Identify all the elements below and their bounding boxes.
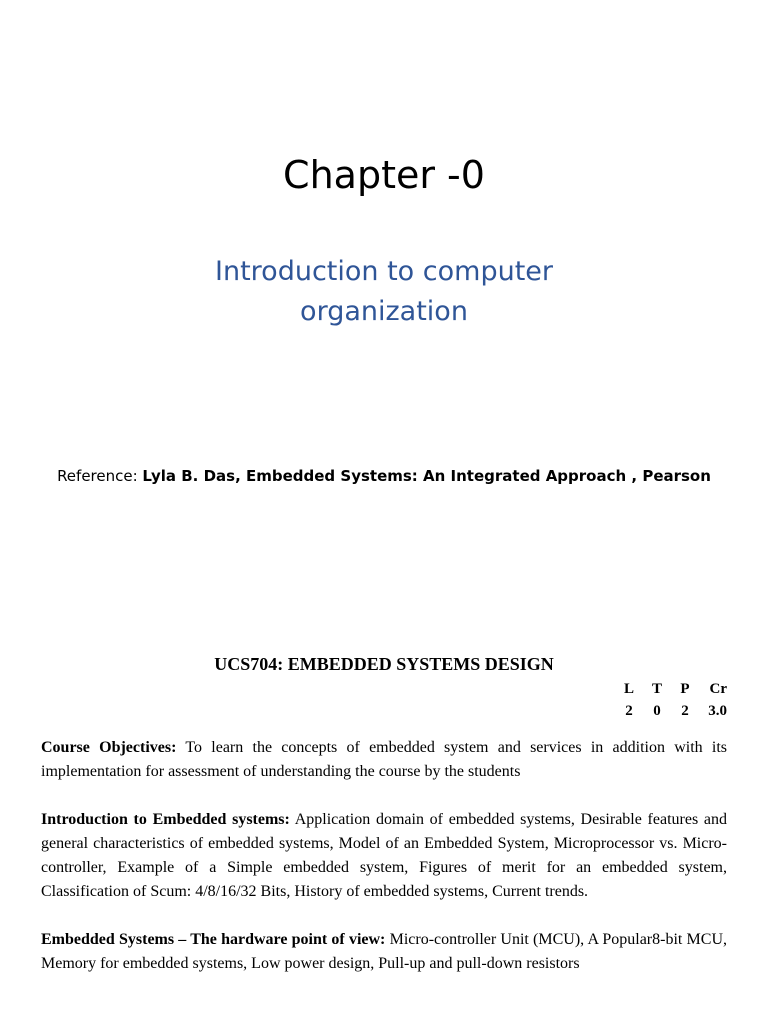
- section-heading: Course Objectives:: [41, 739, 177, 756]
- section-course-objectives: [41, 736, 727, 784]
- section-heading: Introduction to Embedded systems:: [41, 811, 290, 828]
- credits-header-l: L: [623, 681, 634, 697]
- credits-header-cr: Cr: [709, 681, 727, 697]
- chapter-title: Chapter -0: [283, 153, 485, 197]
- reference-line: [0, 464, 768, 488]
- section-text: Micro-controller Unit (MCU), A Popular8-bit MCU, Memory for embedded systems, Low power design, Pull-up and pull-down resistors: [41, 931, 728, 972]
- credits-value-t: 0: [653, 703, 661, 719]
- subtitle-line-1: Introduction to computer: [215, 256, 553, 287]
- credits-header-p: P: [680, 681, 690, 697]
- credits-value-row: [615, 700, 727, 722]
- course-title: UCS704: EMBEDDED SYSTEMS DESIGN: [214, 654, 554, 674]
- section-text: Application domain of embedded systems, Desirable features and general characteristics of embedded systems, Model of an Embedded System, Microprocessor vs. Micro-controller, Example of a Simple embedded system, Figures of merit for an embedded system, Classification of Scum: 4/8/16/32 Bits, History of embedded systems, Current trends.: [41, 811, 728, 900]
- credits-header-row: [615, 678, 727, 700]
- credits-header-t: T: [651, 681, 662, 697]
- credits-value-l: 2: [625, 703, 633, 719]
- syllabus-document: [41, 650, 727, 976]
- section-introduction: [41, 808, 727, 904]
- section-heading: Embedded Systems – The hardware point of view:: [41, 931, 386, 948]
- credits-table: [615, 678, 727, 722]
- reference-label: Reference:: [57, 467, 143, 485]
- credits-value-p: 2: [681, 703, 689, 719]
- reference-source: Lyla B. Das, Embedded Systems: An Integrated Approach , Pearson: [142, 467, 711, 485]
- section-text: To learn the concepts of embedded system and services in addition with its implementation for assessment of understanding the course by the students: [41, 739, 728, 780]
- credits-value-cr: 3.0: [708, 703, 727, 719]
- subtitle-line-2: organization: [300, 296, 468, 327]
- chapter-subtitle: [0, 252, 768, 332]
- section-hardware: [41, 928, 727, 976]
